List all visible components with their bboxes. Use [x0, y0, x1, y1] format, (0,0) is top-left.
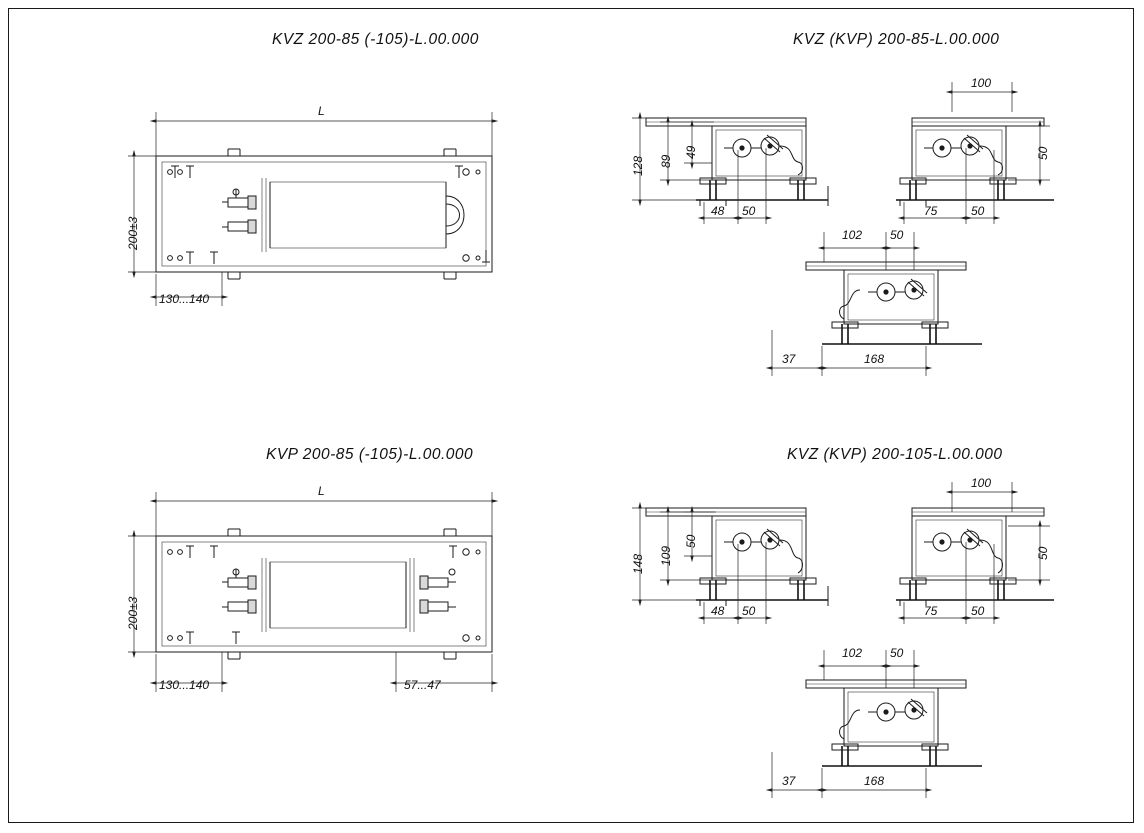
dim-kvz85-bottom-width: 168: [864, 352, 885, 366]
dim-kvz85-right-pitch: 50: [971, 204, 985, 218]
dim-kvz105-overall-height: 148: [631, 553, 645, 574]
dim-kvz105-top-width: 100: [971, 476, 992, 490]
title-kvz-sections: KVZ (KVP) 200-85-L.00.000: [793, 31, 1000, 48]
title-kvz-105-sections: KVZ (KVP) 200-105-L.00.000: [787, 446, 1003, 463]
dim-kvz-top-length: L: [318, 104, 325, 118]
dim-kvp-top-inlet-offset: 130...140: [159, 678, 210, 692]
title-kvz-top: KVZ 200-85 (-105)-L.00.000: [272, 31, 479, 48]
title-kvp-top: KVP 200-85 (-105)-L.00.000: [266, 446, 474, 463]
dim-kvz105-body-height: 109: [659, 545, 673, 566]
dim-kvz105-bottom-pitch: 50: [890, 646, 904, 660]
dim-kvz85-left-offset: 48: [711, 204, 725, 218]
dim-kvz105-bottom-offset: 102: [842, 646, 863, 660]
dim-kvz-top-width: 200±3: [126, 216, 140, 250]
dim-kvz85-left-pitch: 50: [742, 204, 756, 218]
dim-kvz105-right-offset: 75: [924, 604, 938, 618]
dim-kvz85-body-height: 89: [659, 154, 673, 168]
dim-kvz105-bottom-width: 168: [864, 774, 885, 788]
dim-kvz85-foot-height: 49: [684, 145, 698, 159]
dim-kvp-top-width: 200±3: [126, 596, 140, 630]
dim-kvz105-foot-height: 50: [684, 534, 698, 548]
view-kvz-105-sections: [632, 482, 1054, 798]
view-kvz-top: [128, 112, 492, 306]
dim-kvz85-bottom-offset: 102: [842, 228, 863, 242]
dim-kvz85-bottom-left: 37: [782, 352, 796, 366]
dim-kvz105-right-pitch: 50: [971, 604, 985, 618]
dim-kvz105-right-height: 50: [1036, 546, 1050, 560]
dim-kvz85-right-height: 50: [1036, 146, 1050, 160]
dim-kvz85-top-width: 100: [971, 76, 992, 90]
dim-kvp-top-length: L: [318, 484, 325, 498]
dim-kvz85-bottom-pitch: 50: [890, 228, 904, 242]
dim-kvz-top-inlet-offset: 130...140: [159, 292, 210, 306]
dim-kvp-top-outlet-offset: 57...47: [404, 678, 441, 692]
dim-kvz105-bottom-left: 37: [782, 774, 796, 788]
dim-kvz105-left-pitch: 50: [742, 604, 756, 618]
dim-kvz85-right-offset: 75: [924, 204, 938, 218]
view-kvp-top: [128, 492, 492, 692]
dim-kvz85-overall-height: 128: [631, 155, 645, 176]
dim-kvz105-left-offset: 48: [711, 604, 725, 618]
